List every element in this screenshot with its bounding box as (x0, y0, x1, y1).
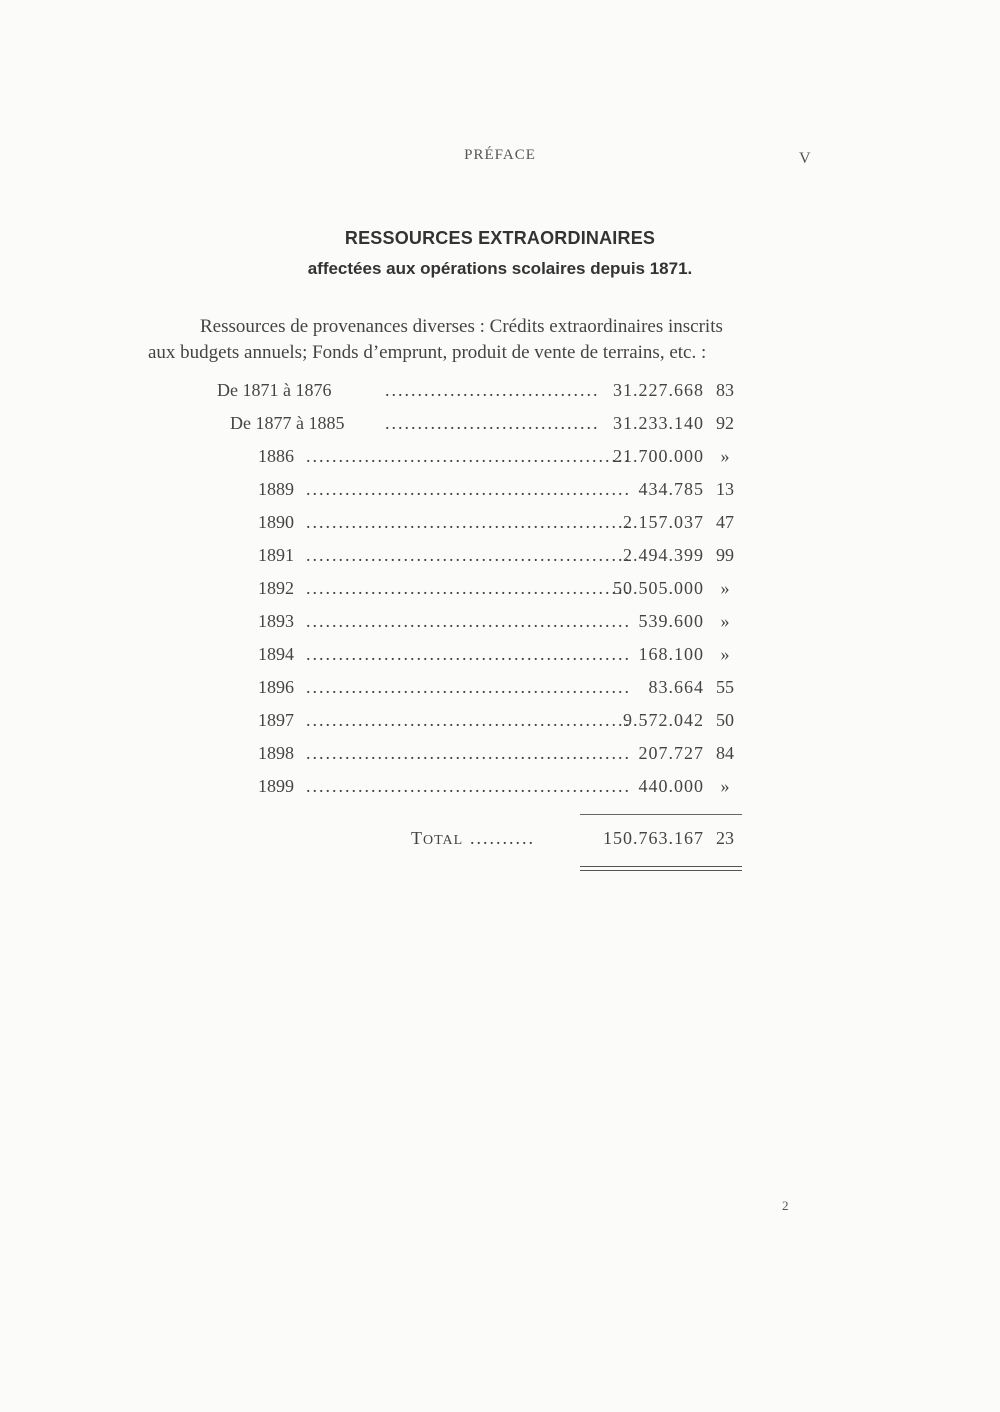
row-label: 1886 (258, 446, 294, 466)
row-amount: 168.100 (638, 644, 704, 664)
table-row (0, 512, 1000, 538)
row-cents: » (720, 611, 730, 631)
row-cents: » (720, 644, 730, 664)
leader-dots: .................................................. (306, 710, 631, 730)
row-amount: 31.233.140 (613, 413, 704, 433)
row-label: 1897 (258, 710, 294, 730)
total-label-initial: T (411, 828, 423, 848)
row-amount: 434.785 (638, 479, 704, 499)
leader-dots: .................................................. (306, 545, 631, 565)
row-amount: 31.227.668 (613, 380, 704, 400)
total-row (0, 828, 1000, 854)
total-label-rest: OTAL (423, 833, 464, 848)
total-label (411, 828, 463, 849)
table-row (0, 611, 1000, 637)
row-cents: » (720, 578, 730, 598)
table-row (0, 710, 1000, 736)
leader-dots: .................................................. (306, 578, 631, 598)
row-amount: 207.727 (638, 743, 704, 763)
table-row (0, 743, 1000, 769)
row-cents: 50 (716, 710, 734, 730)
row-label: 1892 (258, 578, 294, 598)
table-row (0, 677, 1000, 703)
row-cents: » (720, 776, 730, 796)
row-cents: 83 (716, 380, 734, 400)
leader-dots: ................................. (385, 413, 600, 433)
leader-dots: .................................................. (306, 611, 631, 631)
row-label: 1889 (258, 479, 294, 499)
intro-line-2: aux budgets annuels; Fonds d’emprunt, produit de vente de terrains, etc. : (148, 342, 707, 363)
row-label: 1893 (258, 611, 294, 631)
table-subtitle: affectées aux opérations scolaires depuis 1871. (307, 259, 693, 278)
table-row (0, 380, 1000, 406)
table-row (0, 578, 1000, 604)
total-double-rule (580, 866, 742, 871)
row-label: 1896 (258, 677, 294, 697)
table-row (0, 545, 1000, 571)
leader-dots: .................................................. (306, 776, 631, 796)
row-amount: 83.664 (648, 677, 704, 697)
row-amount: 2.157.037 (623, 512, 704, 532)
row-cents: » (720, 446, 730, 466)
row-amount: 440.000 (638, 776, 704, 796)
signature-mark: 2 (782, 1198, 789, 1213)
leader-dots: ................................. (385, 380, 600, 400)
row-label: 1890 (258, 512, 294, 532)
row-cents: 47 (716, 512, 734, 532)
table-row (0, 479, 1000, 505)
table-row (0, 446, 1000, 472)
leader-dots: .................................................. (306, 446, 631, 466)
sum-rule (580, 814, 742, 815)
intro-line-1: Ressources de provenances diverses : Crédits extraordinaires inscrits (200, 316, 723, 337)
leader-dots: .................................................. (306, 677, 631, 697)
table-row (0, 644, 1000, 670)
table-row (0, 413, 1000, 439)
row-label: De 1877 à 1885 (230, 413, 345, 433)
leader-dots: .................................................. (306, 479, 631, 499)
row-label: 1898 (258, 743, 294, 763)
row-label: 1899 (258, 776, 294, 796)
row-amount: 539.600 (638, 611, 704, 631)
row-label: 1891 (258, 545, 294, 565)
row-cents: 13 (716, 479, 734, 499)
leader-dots: .................................................. (306, 743, 631, 763)
row-cents: 92 (716, 413, 734, 433)
table-title: RESSOURCES EXTRAORDINAIRES (344, 228, 656, 248)
row-amount: 2.494.399 (623, 545, 704, 565)
leader-dots: .................................................. (306, 644, 631, 664)
leader-dots: .................................................. (306, 512, 631, 532)
intro-paragraph (148, 314, 848, 366)
row-label: 1894 (258, 644, 294, 664)
total-cents: 23 (716, 828, 734, 848)
row-amount: 21.700.000 (613, 446, 704, 466)
row-amount: 50.505.000 (613, 578, 704, 598)
row-cents: 84 (716, 743, 734, 763)
table-row (0, 776, 1000, 802)
row-amount: 9.572.042 (623, 710, 704, 730)
total-amount: 150.763.167 (603, 828, 704, 848)
row-cents: 99 (716, 545, 734, 565)
leader-dots: .......... (470, 828, 535, 848)
running-title: PRÉFACE (464, 147, 536, 163)
page-folio: V (799, 150, 811, 167)
row-cents: 55 (716, 677, 734, 697)
row-label: De 1871 à 1876 (217, 380, 332, 400)
